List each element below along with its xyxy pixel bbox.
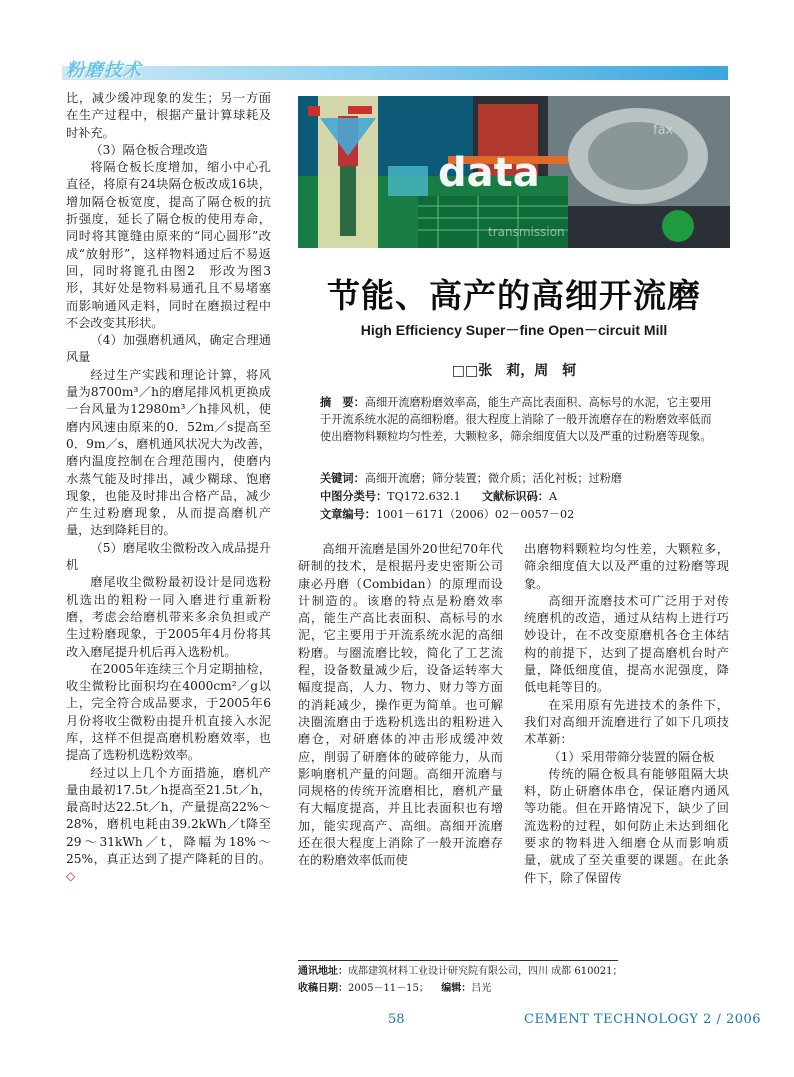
paragraph: 经过生产实践和理论计算，将风量为8700m³／h的磨尾排风机更换成一台风量为12980m³／h排风机，使磨内风速由原来的0．52m／s提高至0．9m／s，磨机通风状况大为改善，磨内温度控制在合理范围内，使磨内水蒸气能及时排出，减少糊球、饱磨现象，也能及时排出合格产品，减少产生过粉磨现象，从而提高磨机产量，达到降耗目的。 [66, 367, 271, 538]
sub-heading: （4）加强磨机通风，确定合理通风量 [66, 333, 271, 365]
address-text: 成都建筑材料工业设计研究院有限公司，四川 成都 610021； [348, 966, 623, 977]
sub-heading: （1）采用带筛分装置的隔仓板 [548, 749, 715, 764]
doc-code-value: A [548, 490, 558, 503]
banner-image [298, 96, 730, 248]
end-mark-icon: ◇ [66, 869, 76, 884]
footnote-divider [298, 960, 618, 961]
footnote-address [298, 964, 728, 980]
paragraph: 在采用原有先进技术的条件下，我们对高细开流磨进行了如下几项技术革新： [524, 697, 729, 747]
address-label: 通讯地址： [298, 966, 348, 977]
banner-big-word: data [438, 150, 540, 196]
header-bar [62, 66, 728, 80]
article-number-line [320, 506, 720, 523]
sub-heading: （5）磨尾收尘微粉改入成品提升机 [66, 540, 271, 573]
paragraph: 将隔仓板长度增加，缩小中心孔直径，将原有24块隔仓板改成16块，增加隔仓板宽度，提高了隔仓板的抗折强度，延长了隔仓板的使用寿命，同时将其篦缝由原来的“同心圆形”改成“放射形”，这样物料通过后不易返回，同时将篦孔由图2 形改为图3形，其好处是物料易通孔且不易堵塞而影响通风走料，同时在磨损过程中不会改变其形状。 [66, 160, 271, 330]
article-title: 节能、高产的高细开流磨 [327, 276, 701, 315]
keywords [320, 470, 720, 487]
banner-small-word: fax [653, 123, 674, 138]
received-label: 收稿日期： [298, 983, 348, 994]
article-no-value: 1001－6171（2006）02－0057－02 [375, 508, 575, 521]
paragraph: 传统的隔仓板具有能够阻隔大块料，防止研磨体串仓，保证磨内通风等功能。但在开路情况下，缺少了回流选粉的过程，如何防止未达到细化要求的物料进入细磨仓从而影响质量，就成了至关重要的课题。在此条件下，除了保留传 [524, 766, 729, 885]
right-column [524, 541, 729, 887]
abstract-text: 高细开流磨粉磨效率高，能生产高比表面积、高标号的水泥，它主要用于开流系统水泥的高细粉磨。很大程度上消除了一般开流磨存在的粉磨效率低而使出磨物料颗粒均匀性差，大颗粒多，筛余细度值大以及严重的过粉磨等现象。 [320, 396, 712, 443]
editor-text: 吕光 [471, 983, 492, 994]
paragraph: 高细开流磨是国外20世纪70年代研制的技术，是根据丹麦史密斯公司康必丹磨（Combidan）的原理而设计制造的。该磨的特点是粉磨效率高，能生产高比表面积、高标号的水泥，它主要用于开流系统水泥的高细粉磨。与圈流磨比较，简化了工艺流程，设备数量减少后，设备运转率大幅度提高，人力、物力、财力等方面的消耗减少，操作更为简单。也可解决圈流磨由于选粉机选出的粗粉进入磨仓，对研磨体的冲击形成缓冲效应，削弱了研磨体的破碎能力，从而影响磨机产量的问题。高细开流磨与同规格的传统开流磨相比，磨机产量有大幅度提高，并且比表面积也有增加，能实现高产、高细。高细开流磨还在很大程度上消除了一般开流磨存在的粉磨效率低而使 [298, 542, 503, 868]
section-label: 粉磨技术 [66, 60, 142, 81]
article-subtitle-en: High Efficiency Super－fine Open－circuit Mill [360, 322, 668, 338]
left-column [66, 90, 271, 886]
keywords-text: 高细开流磨；筛分装置；微介质；活化衬板；过粉磨 [364, 472, 623, 485]
keywords-label: 关键词： [320, 472, 365, 485]
banner-collage-graphic [298, 96, 730, 248]
article-no-label: 文章编号： [320, 508, 376, 521]
abstract-label: 摘 要： [320, 396, 365, 409]
page-number: 58 [388, 1012, 405, 1027]
sub-heading: （3）隔仓板合理改造 [90, 142, 208, 157]
clc-label: 中图分类号： [320, 490, 388, 503]
article-authors: □□张 莉，周 轲 [451, 363, 577, 379]
banner-small-word: transmission [488, 225, 565, 239]
paragraph: 出磨物料颗粒均匀性差，大颗粒多，筛余细度值大以及严重的过粉磨等现象。 [524, 542, 729, 591]
classification-line [320, 488, 720, 505]
middle-column [298, 541, 503, 870]
received-text: 2005－11－15； [348, 983, 429, 994]
paragraph: 高细开流磨技术可广泛用于对传统磨机的改造，通过从结构上进行巧妙设计，在不改变原磨机各仓主体结构的前提下，达到了提高磨机台时产量，降低细度值，提高水泥强度，降低电耗等目的。 [524, 593, 729, 695]
doc-code-label: 文献标识码： [481, 490, 549, 503]
paragraph: 在2005年连续三个月定期抽检，收尘微粉比面积均在4000cm²／g以上，完全符合成品要求，于2005年6月份将收尘微粉由提升机直接入水泥库，这样不但提高磨机粉磨效率，也提高了选粉机选粉效率。 [66, 661, 271, 763]
abstract [320, 394, 720, 445]
journal-name: CEMENT TECHNOLOGY 2 / 2006 [524, 1012, 762, 1027]
footnote-dates [298, 981, 728, 997]
clc-value: TQ172.632.1 [387, 490, 461, 503]
paragraph [66, 765, 271, 886]
paragraph: 磨尾收尘微粉最初设计是同选粉机选出的粗粉一同入磨进行重新粉磨，考虑会给磨机带来多余负担或产生过粉磨现象，于2005年4月份将其改入磨尾提升机后再入选粉机。 [66, 575, 271, 659]
paragraph-text: 经过以上几个方面措施，磨机产量由最初17.5t／h提高至21.5t／h，最高时达22.5t／h，产量提高22%～28%，磨机电耗由39.2kWh／t降至29～31kWh／t，降幅为18%～25%，真正达到了提产降耗的目的。 [66, 765, 271, 867]
editor-label: 编辑： [441, 983, 472, 994]
paragraph: 比，减少缓冲现象的发生；另一方面在生产过程中，根据产量计算球耗及时补充。 [66, 91, 271, 140]
